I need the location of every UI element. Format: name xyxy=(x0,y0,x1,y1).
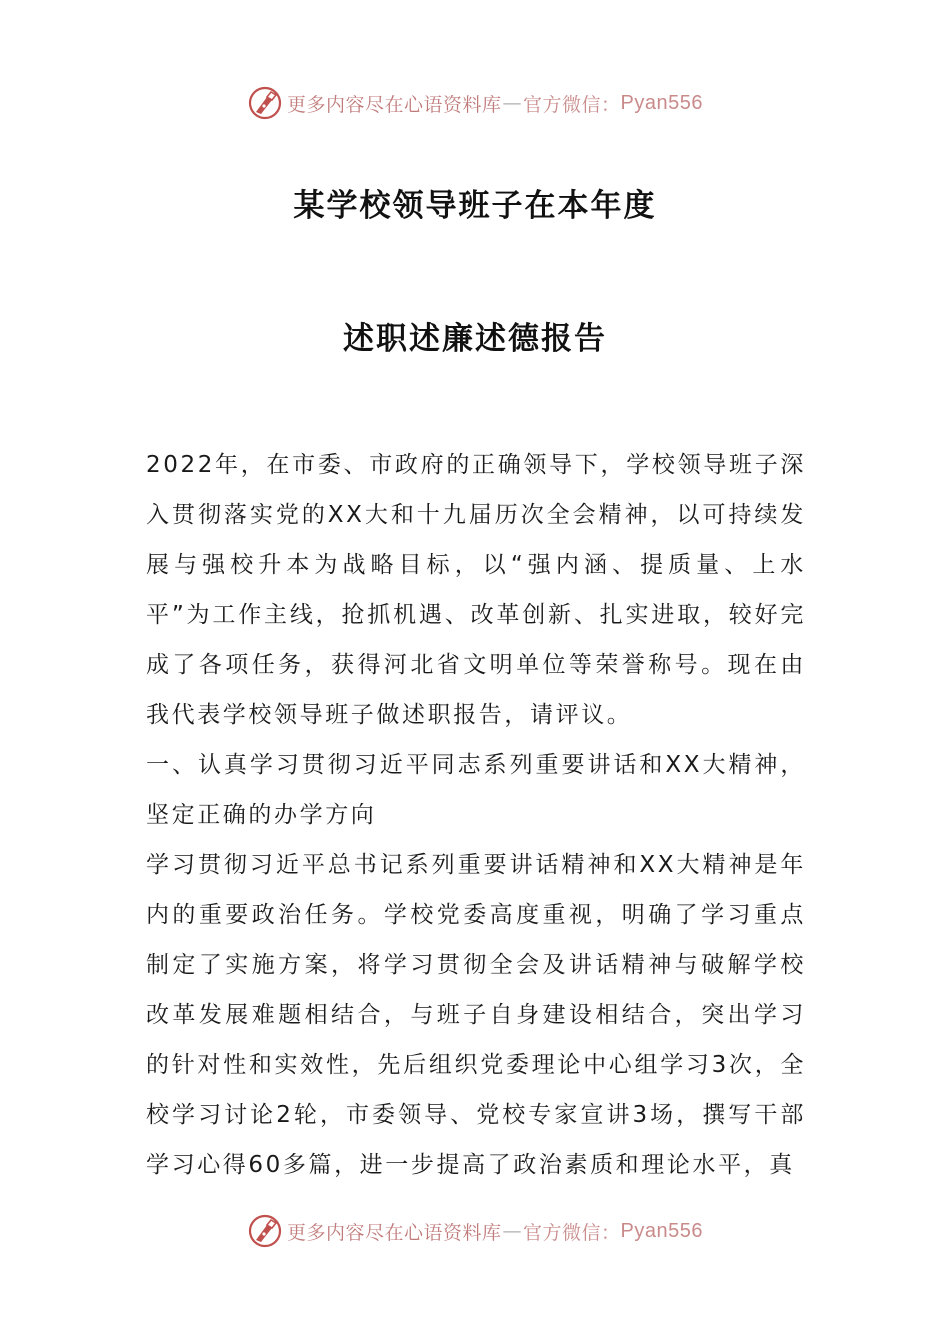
body-paragraph-section-1: 学习贯彻习近平总书记系列重要讲话精神和XX大精神是年内的重要政治任务。学校党委高度重视，明确了学习重点制定了实施方案，将学习贯彻全会及讲话精神与破解学校改革发展难题相结合，与班子自身建设相结合，突出学习的针对性和实效性，先后组织党委理论中心组学习3次，全校学习讨论2轮，市委领导、党校专家宣讲3场，撰写干部学习心得60多篇，进一步提高了政治素质和理论水平，真 xyxy=(146,852,806,1178)
pen-nib-logo-icon xyxy=(247,1213,283,1249)
watermark-account-id: Pyan556 xyxy=(620,1219,703,1242)
footer-watermark xyxy=(0,1211,950,1251)
watermark-account-label: 官方微信： xyxy=(523,93,621,116)
watermark-main-text: 更多内容尽在心语资料库 xyxy=(287,1221,502,1244)
watermark-main-text: 更多内容尽在心语资料库 xyxy=(287,93,502,116)
pen-nib-logo-icon xyxy=(247,85,283,121)
watermark-account-label: 官方微信： xyxy=(523,1221,621,1244)
document-title-line-1: 某学校领导班子在本年度 xyxy=(293,188,657,224)
watermark-separator: — xyxy=(502,1220,523,1242)
body-paragraph-intro: 2022年，在市委、市政府的正确领导下，学校领导班子深入贯彻落实党的XX大和十九届历次全会精神，以可持续发展与强校升本为战略目标，以“强内涵、提质量、上水平”为工作主线，抢抓机遇、改革创新、扎实进取，较好完成了各项任务，获得河北省文明单位等荣誉称号。现在由我代表学校领导班子做述职报告，请评议。 xyxy=(146,452,806,728)
header-watermark xyxy=(0,83,950,123)
document-title-line-2: 述职述廉述德报告 xyxy=(343,321,607,357)
section-heading-1: 一、认真学习贯彻习近平同志系列重要讲话和XX大精神，坚定正确的办学方向 xyxy=(146,752,806,828)
watermark-account-id: Pyan556 xyxy=(620,91,703,114)
watermark-separator: — xyxy=(502,92,523,114)
document-body xyxy=(146,440,806,1190)
